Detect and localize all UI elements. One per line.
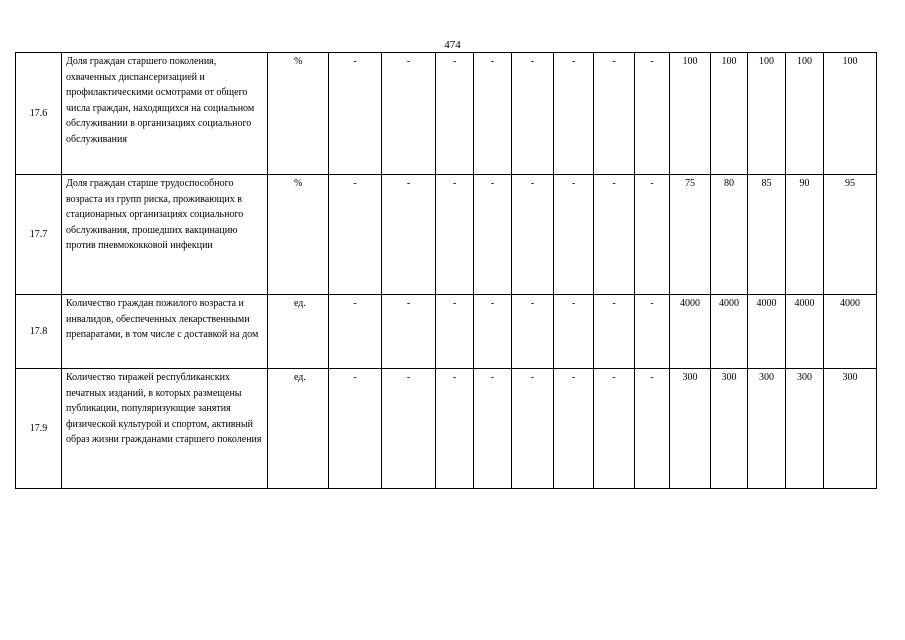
value-cell: 80	[711, 175, 748, 295]
row-description: Количество граждан пожилого возраста и инвалидов, обеспеченных лекарственными препаратами, в том числе с доставкой на дом	[62, 295, 268, 369]
row-unit: ед.	[268, 295, 329, 369]
value-cell: 300	[748, 369, 786, 489]
empty-value-cell: -	[554, 175, 594, 295]
value-cell: 300	[670, 369, 711, 489]
empty-value-cell: -	[436, 53, 474, 175]
row-unit: ед.	[268, 369, 329, 489]
empty-value-cell: -	[512, 369, 554, 489]
row-number: 17.9	[16, 369, 62, 489]
value-cell: 100	[670, 53, 711, 175]
indicators-table	[15, 52, 877, 489]
row-description: Доля граждан старше трудоспособного возраста из групп риска, проживающих в стационарных организациях социального обслуживания, прошедших вакцинацию против пневмококковой инфекции	[62, 175, 268, 295]
row-number: 17.8	[16, 295, 62, 369]
empty-value-cell: -	[635, 295, 670, 369]
empty-value-cell: -	[474, 295, 512, 369]
row-description: Доля граждан старшего поколения, охваченных диспансеризацией и профилактическими осмотрами от общего числа граждан, находящихся на социальном обслуживании в организациях социального обслуживания	[62, 53, 268, 175]
empty-value-cell: -	[474, 175, 512, 295]
value-cell: 4000	[786, 295, 824, 369]
empty-value-cell: -	[382, 175, 436, 295]
empty-value-cell: -	[382, 53, 436, 175]
value-cell: 75	[670, 175, 711, 295]
value-cell: 95	[824, 175, 877, 295]
row-unit: %	[268, 175, 329, 295]
table-row	[16, 369, 877, 489]
table-row	[16, 175, 877, 295]
empty-value-cell: -	[554, 295, 594, 369]
value-cell: 100	[748, 53, 786, 175]
empty-value-cell: -	[382, 369, 436, 489]
empty-value-cell: -	[329, 295, 382, 369]
empty-value-cell: -	[635, 53, 670, 175]
table-row	[16, 53, 877, 175]
row-description: Количество тиражей республиканских печатных изданий, в которых размещены публикации, популяризующие занятия физической культурой и спортом, активный образ жизни гражданами старшего поколения	[62, 369, 268, 489]
empty-value-cell: -	[554, 53, 594, 175]
empty-value-cell: -	[436, 295, 474, 369]
value-cell: 90	[786, 175, 824, 295]
value-cell: 85	[748, 175, 786, 295]
empty-value-cell: -	[329, 369, 382, 489]
empty-value-cell: -	[554, 369, 594, 489]
empty-value-cell: -	[594, 369, 635, 489]
empty-value-cell: -	[635, 175, 670, 295]
value-cell: 4000	[711, 295, 748, 369]
value-cell: 100	[786, 53, 824, 175]
value-cell: 4000	[748, 295, 786, 369]
empty-value-cell: -	[512, 295, 554, 369]
value-cell: 300	[711, 369, 748, 489]
row-number: 17.6	[16, 53, 62, 175]
empty-value-cell: -	[382, 295, 436, 369]
row-number: 17.7	[16, 175, 62, 295]
value-cell: 4000	[824, 295, 877, 369]
empty-value-cell: -	[329, 175, 382, 295]
value-cell: 300	[786, 369, 824, 489]
table-row	[16, 295, 877, 369]
value-cell: 300	[824, 369, 877, 489]
empty-value-cell: -	[594, 53, 635, 175]
row-unit: %	[268, 53, 329, 175]
empty-value-cell: -	[329, 53, 382, 175]
page-number: 474	[444, 39, 461, 51]
empty-value-cell: -	[635, 369, 670, 489]
empty-value-cell: -	[474, 369, 512, 489]
empty-value-cell: -	[512, 53, 554, 175]
value-cell: 4000	[670, 295, 711, 369]
empty-value-cell: -	[436, 175, 474, 295]
empty-value-cell: -	[594, 175, 635, 295]
empty-value-cell: -	[474, 53, 512, 175]
empty-value-cell: -	[436, 369, 474, 489]
value-cell: 100	[711, 53, 748, 175]
empty-value-cell: -	[594, 295, 635, 369]
value-cell: 100	[824, 53, 877, 175]
empty-value-cell: -	[512, 175, 554, 295]
